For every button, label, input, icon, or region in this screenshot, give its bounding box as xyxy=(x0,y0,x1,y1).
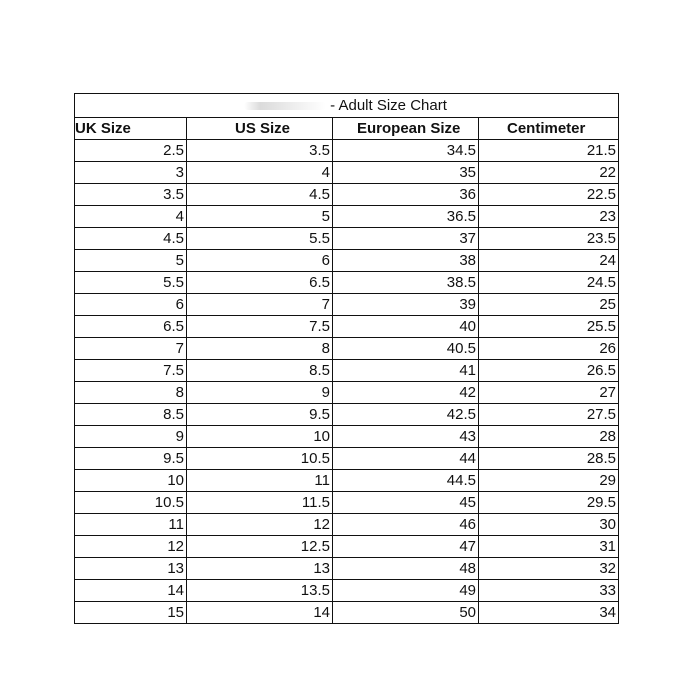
table-row xyxy=(75,250,619,272)
table-row xyxy=(75,536,619,558)
uk-size-cell: 8.5 xyxy=(75,404,187,426)
us-size-cell: 5 xyxy=(187,206,333,228)
table-row xyxy=(75,426,619,448)
uk-size-cell: 12 xyxy=(75,536,187,558)
column-header-us-size: US Size xyxy=(187,118,333,140)
uk-size-cell: 15 xyxy=(75,602,187,624)
table-row xyxy=(75,514,619,536)
table-row xyxy=(75,294,619,316)
centimeter-cell: 32 xyxy=(479,558,619,580)
european-size-cell: 37 xyxy=(333,228,479,250)
us-size-cell: 3.5 xyxy=(187,140,333,162)
table-row xyxy=(75,382,619,404)
european-size-cell: 49 xyxy=(333,580,479,602)
us-size-cell: 14 xyxy=(187,602,333,624)
table-row xyxy=(75,184,619,206)
european-size-cell: 39 xyxy=(333,294,479,316)
uk-size-cell: 4 xyxy=(75,206,187,228)
european-size-cell: 42 xyxy=(333,382,479,404)
uk-size-cell: 3.5 xyxy=(75,184,187,206)
european-size-cell: 38.5 xyxy=(333,272,479,294)
us-size-cell: 13 xyxy=(187,558,333,580)
us-size-cell: 6 xyxy=(187,250,333,272)
table-row xyxy=(75,558,619,580)
header-row xyxy=(75,118,619,140)
size-chart xyxy=(74,93,618,624)
uk-size-cell: 7 xyxy=(75,338,187,360)
uk-size-cell: 11 xyxy=(75,514,187,536)
centimeter-cell: 33 xyxy=(479,580,619,602)
us-size-cell: 7 xyxy=(187,294,333,316)
table-row xyxy=(75,272,619,294)
table-title-cell xyxy=(75,94,619,118)
blurred-brand-mark xyxy=(244,102,326,110)
centimeter-cell: 25 xyxy=(479,294,619,316)
uk-size-cell: 9.5 xyxy=(75,448,187,470)
european-size-cell: 41 xyxy=(333,360,479,382)
uk-size-cell: 6 xyxy=(75,294,187,316)
table-row xyxy=(75,162,619,184)
centimeter-cell: 24 xyxy=(479,250,619,272)
centimeter-cell: 27 xyxy=(479,382,619,404)
european-size-cell: 35 xyxy=(333,162,479,184)
european-size-cell: 38 xyxy=(333,250,479,272)
title-row xyxy=(75,94,619,118)
table-row xyxy=(75,448,619,470)
centimeter-cell: 26.5 xyxy=(479,360,619,382)
centimeter-cell: 29.5 xyxy=(479,492,619,514)
centimeter-cell: 28 xyxy=(479,426,619,448)
european-size-cell: 40.5 xyxy=(333,338,479,360)
us-size-cell: 13.5 xyxy=(187,580,333,602)
table-body xyxy=(75,140,619,624)
european-size-cell: 45 xyxy=(333,492,479,514)
uk-size-cell: 5 xyxy=(75,250,187,272)
centimeter-cell: 29 xyxy=(479,470,619,492)
european-size-cell: 36.5 xyxy=(333,206,479,228)
centimeter-cell: 23 xyxy=(479,206,619,228)
european-size-cell: 46 xyxy=(333,514,479,536)
european-size-cell: 42.5 xyxy=(333,404,479,426)
uk-size-cell: 13 xyxy=(75,558,187,580)
us-size-cell: 11.5 xyxy=(187,492,333,514)
us-size-cell: 10 xyxy=(187,426,333,448)
us-size-cell: 12 xyxy=(187,514,333,536)
european-size-cell: 44 xyxy=(333,448,479,470)
centimeter-cell: 26 xyxy=(479,338,619,360)
size-table xyxy=(74,93,619,624)
table-title: - Adult Size Chart xyxy=(330,97,447,114)
uk-size-cell: 10.5 xyxy=(75,492,187,514)
table-row xyxy=(75,140,619,162)
table-row xyxy=(75,404,619,426)
us-size-cell: 6.5 xyxy=(187,272,333,294)
table-row xyxy=(75,470,619,492)
table-row xyxy=(75,492,619,514)
column-header-european-size: European Size xyxy=(333,118,479,140)
european-size-cell: 48 xyxy=(333,558,479,580)
centimeter-cell: 22 xyxy=(479,162,619,184)
uk-size-cell: 10 xyxy=(75,470,187,492)
centimeter-cell: 24.5 xyxy=(479,272,619,294)
us-size-cell: 8.5 xyxy=(187,360,333,382)
centimeter-cell: 28.5 xyxy=(479,448,619,470)
table-row xyxy=(75,360,619,382)
european-size-cell: 44.5 xyxy=(333,470,479,492)
uk-size-cell: 6.5 xyxy=(75,316,187,338)
us-size-cell: 10.5 xyxy=(187,448,333,470)
us-size-cell: 9 xyxy=(187,382,333,404)
column-header-centimeter: Centimeter xyxy=(479,118,619,140)
centimeter-cell: 22.5 xyxy=(479,184,619,206)
european-size-cell: 47 xyxy=(333,536,479,558)
uk-size-cell: 8 xyxy=(75,382,187,404)
us-size-cell: 8 xyxy=(187,338,333,360)
table-row xyxy=(75,338,619,360)
uk-size-cell: 5.5 xyxy=(75,272,187,294)
table-row xyxy=(75,228,619,250)
centimeter-cell: 30 xyxy=(479,514,619,536)
centimeter-cell: 23.5 xyxy=(479,228,619,250)
centimeter-cell: 25.5 xyxy=(479,316,619,338)
uk-size-cell: 2.5 xyxy=(75,140,187,162)
uk-size-cell: 4.5 xyxy=(75,228,187,250)
us-size-cell: 12.5 xyxy=(187,536,333,558)
european-size-cell: 34.5 xyxy=(333,140,479,162)
european-size-cell: 40 xyxy=(333,316,479,338)
centimeter-cell: 31 xyxy=(479,536,619,558)
us-size-cell: 11 xyxy=(187,470,333,492)
european-size-cell: 36 xyxy=(333,184,479,206)
uk-size-cell: 9 xyxy=(75,426,187,448)
centimeter-cell: 34 xyxy=(479,602,619,624)
table-row xyxy=(75,206,619,228)
centimeter-cell: 27.5 xyxy=(479,404,619,426)
us-size-cell: 7.5 xyxy=(187,316,333,338)
uk-size-cell: 7.5 xyxy=(75,360,187,382)
european-size-cell: 50 xyxy=(333,602,479,624)
us-size-cell: 5.5 xyxy=(187,228,333,250)
column-header-uk-size: UK Size xyxy=(75,118,187,140)
us-size-cell: 4.5 xyxy=(187,184,333,206)
table-row xyxy=(75,602,619,624)
european-size-cell: 43 xyxy=(333,426,479,448)
us-size-cell: 4 xyxy=(187,162,333,184)
uk-size-cell: 3 xyxy=(75,162,187,184)
centimeter-cell: 21.5 xyxy=(479,140,619,162)
table-row xyxy=(75,580,619,602)
table-row xyxy=(75,316,619,338)
us-size-cell: 9.5 xyxy=(187,404,333,426)
uk-size-cell: 14 xyxy=(75,580,187,602)
